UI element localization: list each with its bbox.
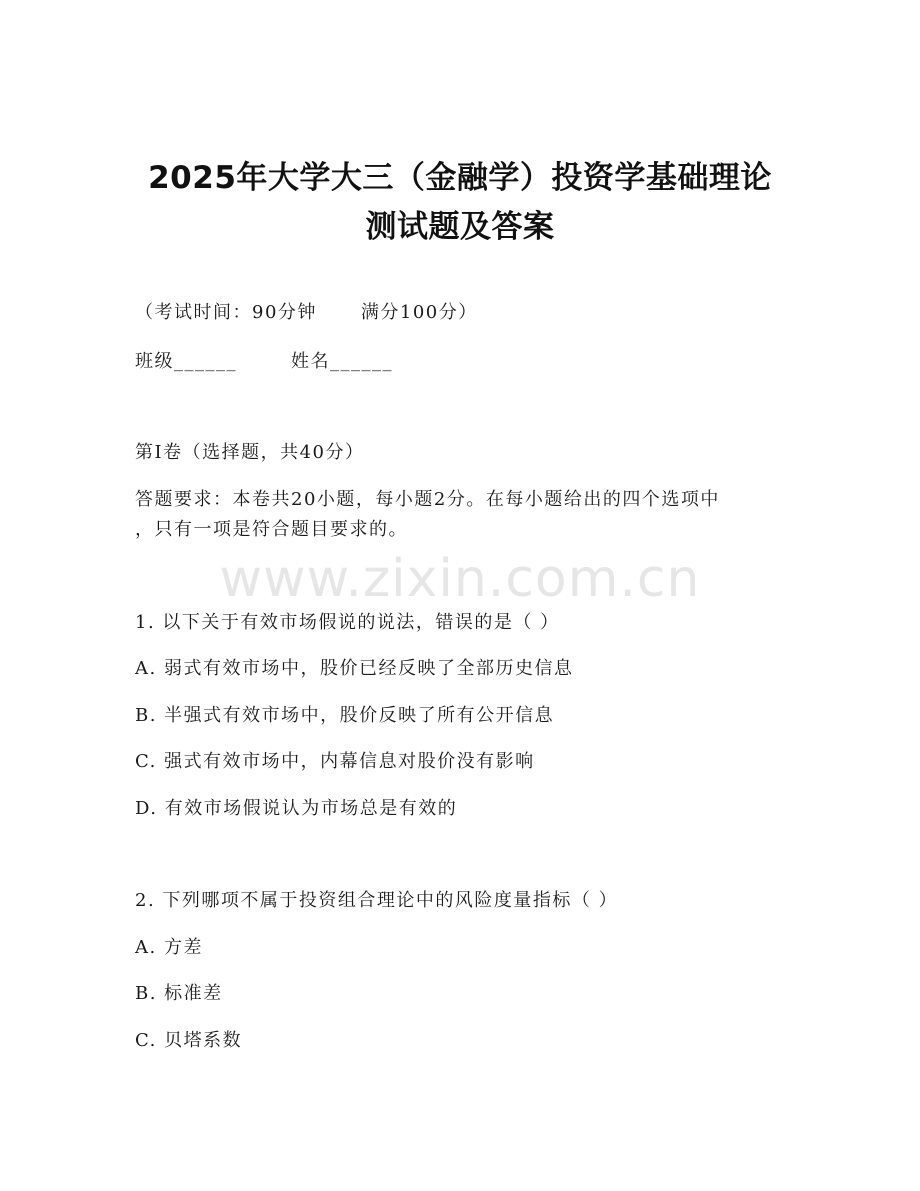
section-heading: 第I卷（选择题，共40分） xyxy=(135,442,365,463)
question-option: A. 方差 xyxy=(135,937,203,958)
class-label: 班级______ xyxy=(135,351,237,372)
instructions-line-1: 答题要求：本卷共20小题，每小题2分。在每小题给出的四个选项中 xyxy=(135,489,720,510)
question-option: D. 有效市场假说认为市场总是有效的 xyxy=(135,798,458,819)
exam-info xyxy=(135,300,478,326)
document-title-line-2: 测试题及答案 xyxy=(365,209,555,245)
full-score: 满分100分） xyxy=(360,302,478,323)
question-option: C. 强式有效市场中，内幕信息对股价没有影响 xyxy=(135,751,535,772)
question-option: C. 贝塔系数 xyxy=(135,1030,243,1051)
document-title-line-1: 2025年大学大三（金融学）投资学基础理论 xyxy=(148,160,772,196)
name-label: 姓名______ xyxy=(291,351,393,372)
watermark: www.zixin.com.cn xyxy=(219,549,701,609)
question-option: B. 半强式有效市场中，股价反映了所有公开信息 xyxy=(135,705,555,726)
student-info xyxy=(135,349,393,375)
exam-time: （考试时间：90分钟 xyxy=(135,302,317,323)
instructions-line-2: ，只有一项是符合题目要求的。 xyxy=(135,519,408,540)
question-option: A. 弱式有效市场中，股价已经反映了全部历史信息 xyxy=(135,658,574,679)
question-option: B. 标准差 xyxy=(135,983,223,1004)
question-stem: 2. 下列哪项不属于投资组合理论中的风险度量指标（ ） xyxy=(135,890,619,911)
question-stem: 1. 以下关于有效市场假说的说法，错误的是（ ） xyxy=(135,612,560,633)
